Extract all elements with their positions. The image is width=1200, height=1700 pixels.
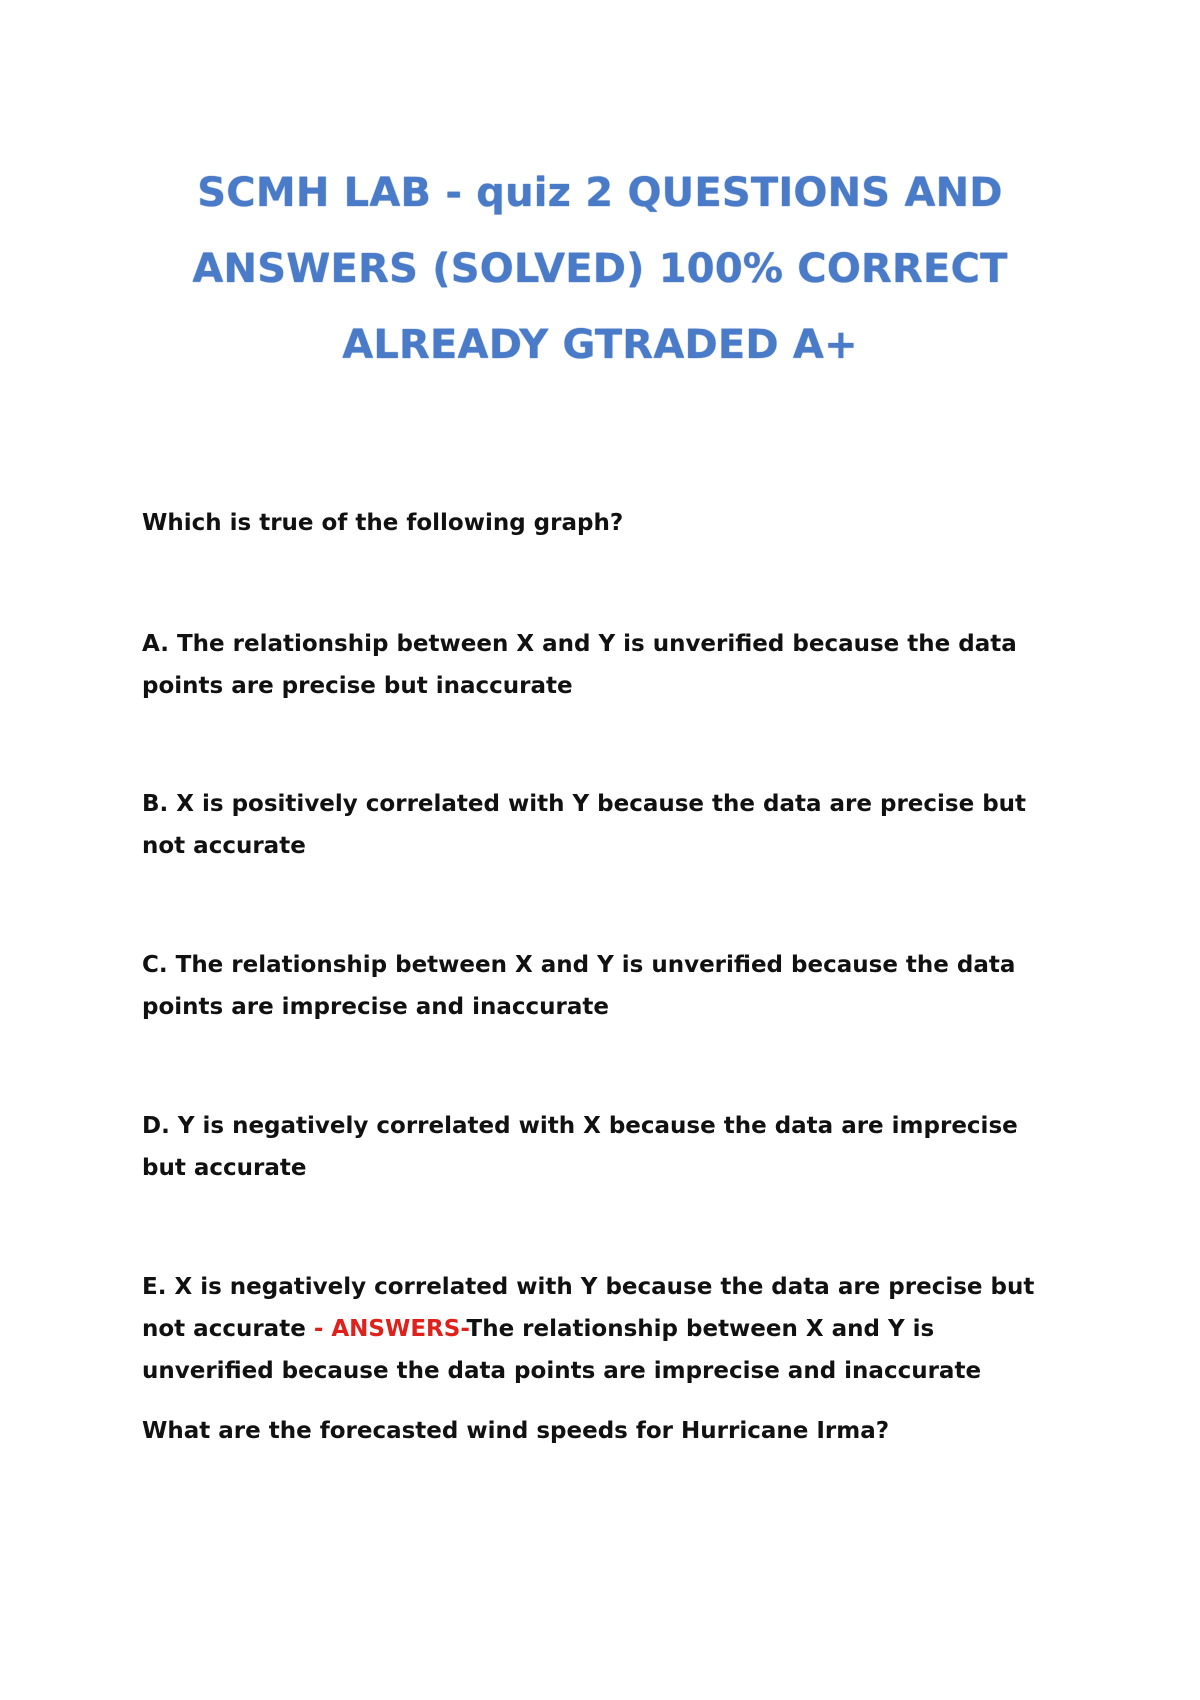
answer-text-line-2: unverified because the data points are imprecise and inaccurate <box>142 1358 982 1384</box>
document-title <box>140 155 1060 383</box>
option-a <box>142 623 1062 707</box>
option-c-line-2: points are imprecise and inaccurate <box>142 994 609 1020</box>
question-2-text: What are the forecasted wind speeds for Hurricane Irma? <box>142 1418 890 1444</box>
answer-text-start: The relationship between X and Y is <box>466 1316 935 1342</box>
answer-marker: - ANSWERS- <box>313 1316 467 1342</box>
option-b-line-2: not accurate <box>142 833 306 859</box>
option-c-line-1: C. The relationship between X and Y is unverified because the data <box>142 952 1016 978</box>
question-1 <box>142 502 1062 544</box>
title-line-2: ANSWERS (SOLVED) 100% CORRECT <box>192 246 1008 292</box>
option-a-line-1: A. The relationship between X and Y is unverified because the data <box>142 631 1017 657</box>
option-c <box>142 944 1062 1028</box>
title-line-1: SCMH LAB - quiz 2 QUESTIONS AND <box>197 170 1003 216</box>
option-d-line-2: but accurate <box>142 1155 307 1181</box>
option-e-line-2 <box>142 1308 1062 1350</box>
option-b-line-1: B. X is positively correlated with Y because the data are precise but <box>142 791 1027 817</box>
option-d <box>142 1105 1062 1189</box>
option-e-line-1: E. X is negatively correlated with Y because the data are precise but <box>142 1274 1035 1300</box>
question-2 <box>142 1410 1062 1452</box>
option-d-line-1: D. Y is negatively correlated with X because the data are imprecise <box>142 1113 1018 1139</box>
option-b <box>142 783 1062 867</box>
title-line-3: ALREADY GTRADED A+ <box>342 322 858 368</box>
option-a-line-2: points are precise but inaccurate <box>142 673 573 699</box>
option-e-line-2-start: not accurate <box>142 1316 314 1342</box>
question-1-text: Which is true of the following graph? <box>142 510 624 536</box>
option-e <box>142 1266 1062 1392</box>
